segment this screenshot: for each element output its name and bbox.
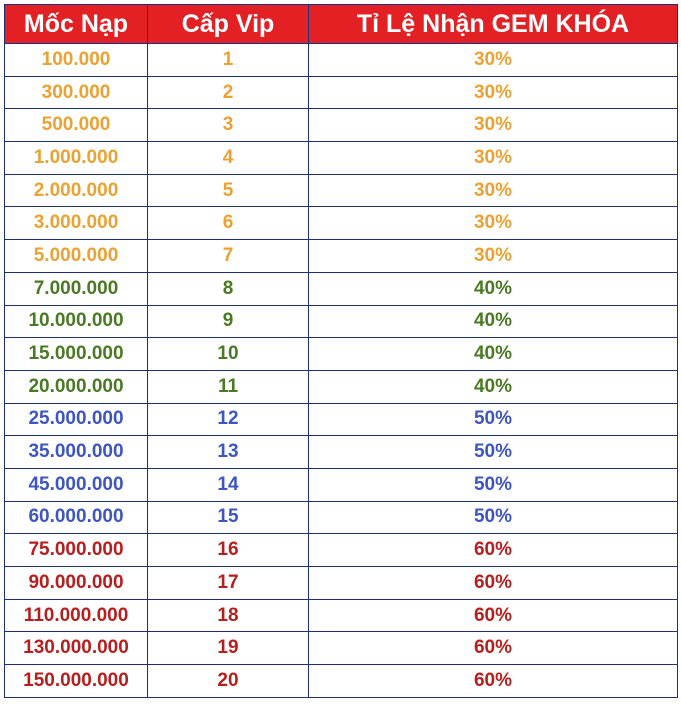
header-deposit-milestone: Mốc Nạp: [5, 5, 148, 44]
table-row: [5, 468, 678, 501]
gem-rate-cell: 30%: [309, 76, 678, 109]
table-row: [5, 370, 678, 403]
table-row: [5, 534, 678, 567]
vip-level-cell: 14: [148, 468, 309, 501]
gem-rate-cell: 30%: [309, 109, 678, 142]
deposit-amount-cell: 25.000.000: [5, 403, 148, 436]
gem-rate-cell: 30%: [309, 240, 678, 273]
gem-rate-cell: 60%: [309, 665, 678, 698]
vip-level-cell: 5: [148, 174, 309, 207]
deposit-amount-cell: 2.000.000: [5, 174, 148, 207]
deposit-amount-cell: 45.000.000: [5, 468, 148, 501]
gem-rate-cell: 40%: [309, 272, 678, 305]
table-row: [5, 501, 678, 534]
table-row: [5, 632, 678, 665]
deposit-amount-cell: 150.000.000: [5, 665, 148, 698]
vip-level-cell: 18: [148, 599, 309, 632]
table-row: [5, 76, 678, 109]
vip-level-cell: 8: [148, 272, 309, 305]
vip-level-cell: 6: [148, 207, 309, 240]
table-row: [5, 665, 678, 698]
deposit-amount-cell: 20.000.000: [5, 370, 148, 403]
header-row: [5, 5, 678, 44]
table-row: [5, 109, 678, 142]
table-row: [5, 44, 678, 77]
gem-rate-cell: 60%: [309, 567, 678, 600]
gem-rate-cell: 50%: [309, 468, 678, 501]
table-body: [5, 44, 678, 698]
gem-rate-cell: 50%: [309, 501, 678, 534]
gem-rate-cell: 30%: [309, 207, 678, 240]
gem-rate-cell: 40%: [309, 370, 678, 403]
gem-rate-cell: 60%: [309, 599, 678, 632]
table-row: [5, 567, 678, 600]
deposit-amount-cell: 5.000.000: [5, 240, 148, 273]
table-row: [5, 338, 678, 371]
vip-level-cell: 13: [148, 436, 309, 469]
table-row: [5, 174, 678, 207]
vip-level-cell: 17: [148, 567, 309, 600]
gem-rate-cell: 50%: [309, 436, 678, 469]
deposit-amount-cell: 110.000.000: [5, 599, 148, 632]
deposit-amount-cell: 7.000.000: [5, 272, 148, 305]
deposit-amount-cell: 500.000: [5, 109, 148, 142]
gem-rate-cell: 30%: [309, 44, 678, 77]
vip-level-cell: 12: [148, 403, 309, 436]
gem-rate-cell: 30%: [309, 174, 678, 207]
table-header: [5, 5, 678, 44]
table-row: [5, 599, 678, 632]
deposit-amount-cell: 15.000.000: [5, 338, 148, 371]
header-vip-level: Cấp Vip: [148, 5, 309, 44]
deposit-amount-cell: 100.000: [5, 44, 148, 77]
vip-level-cell: 2: [148, 76, 309, 109]
vip-level-cell: 7: [148, 240, 309, 273]
vip-level-cell: 20: [148, 665, 309, 698]
gem-rate-cell: 50%: [309, 403, 678, 436]
table-row: [5, 436, 678, 469]
table-row: [5, 207, 678, 240]
table-row: [5, 272, 678, 305]
deposit-amount-cell: 35.000.000: [5, 436, 148, 469]
table-row: [5, 403, 678, 436]
deposit-amount-cell: 90.000.000: [5, 567, 148, 600]
gem-rate-cell: 30%: [309, 142, 678, 175]
table-row: [5, 305, 678, 338]
deposit-amount-cell: 3.000.000: [5, 207, 148, 240]
gem-rate-cell: 60%: [309, 632, 678, 665]
vip-level-cell: 16: [148, 534, 309, 567]
vip-level-cell: 11: [148, 370, 309, 403]
header-gem-rate: Tỉ Lệ Nhận GEM KHÓA: [309, 5, 678, 44]
deposit-amount-cell: 60.000.000: [5, 501, 148, 534]
vip-level-cell: 19: [148, 632, 309, 665]
deposit-amount-cell: 130.000.000: [5, 632, 148, 665]
deposit-amount-cell: 10.000.000: [5, 305, 148, 338]
table-row: [5, 240, 678, 273]
vip-rate-table: [4, 4, 678, 698]
deposit-amount-cell: 1.000.000: [5, 142, 148, 175]
gem-rate-cell: 60%: [309, 534, 678, 567]
vip-level-cell: 3: [148, 109, 309, 142]
vip-level-cell: 9: [148, 305, 309, 338]
vip-level-cell: 10: [148, 338, 309, 371]
vip-level-cell: 4: [148, 142, 309, 175]
vip-level-cell: 1: [148, 44, 309, 77]
deposit-amount-cell: 300.000: [5, 76, 148, 109]
table-row: [5, 142, 678, 175]
gem-rate-cell: 40%: [309, 305, 678, 338]
gem-rate-cell: 40%: [309, 338, 678, 371]
vip-level-cell: 15: [148, 501, 309, 534]
deposit-amount-cell: 75.000.000: [5, 534, 148, 567]
